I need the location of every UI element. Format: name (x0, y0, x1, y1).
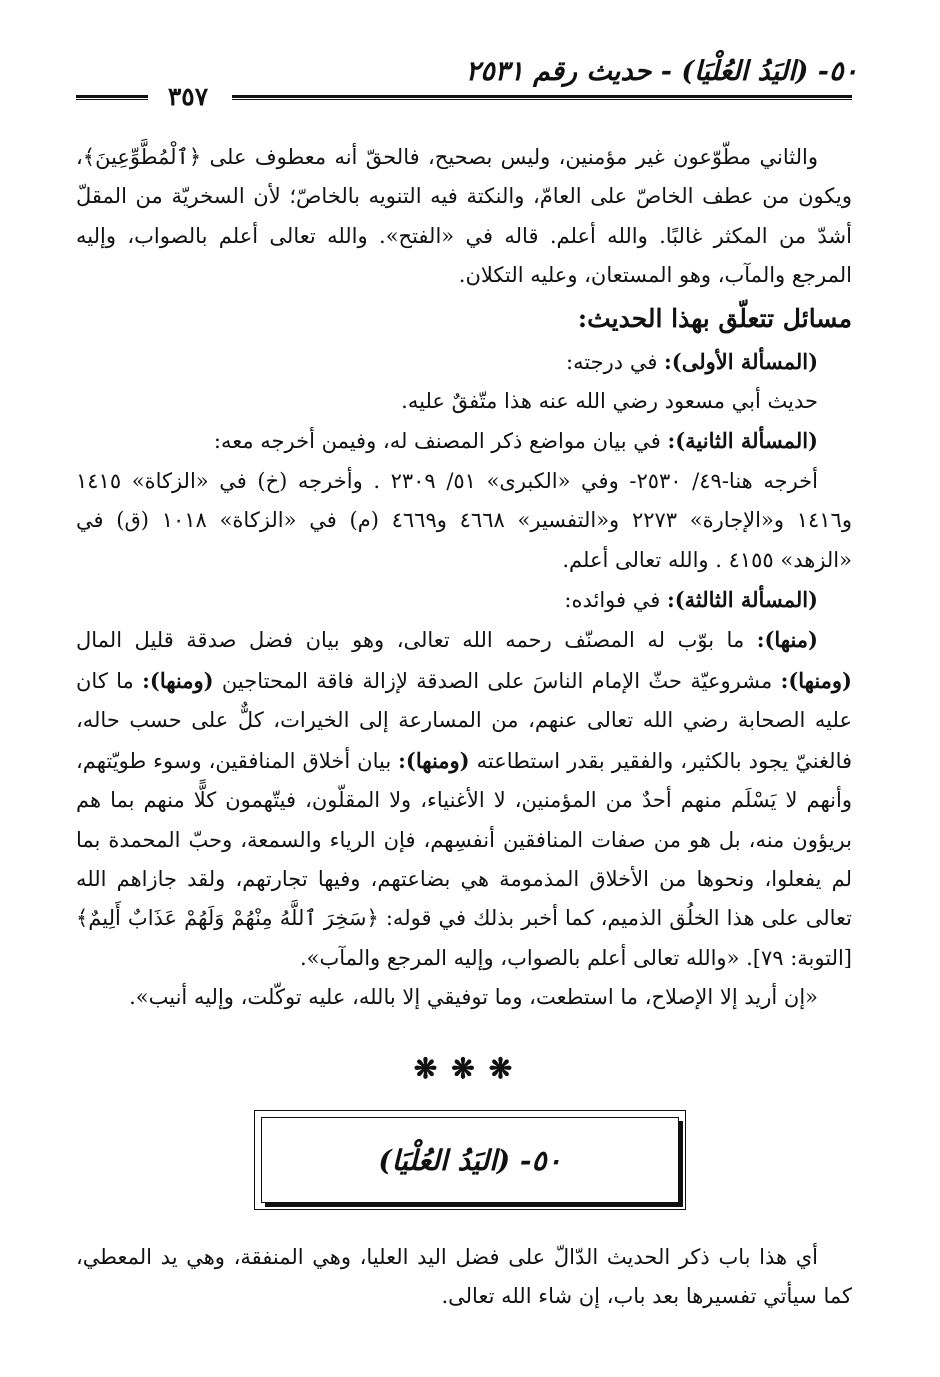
question-3 (76, 580, 852, 620)
question-3-title: في فوائده: (564, 588, 667, 613)
benefit-text: بيان أخلاق المنافقين، وسوء طويّتهم، وأنهم لا يَسْلَم منهم أحدٌ من المؤمنين، لا الأغنياء، ولا المقلّون، فيتّهمون كلًّا منهم بما هم بريؤون منه، بل هو من صفات المنافقين أنفسِهم، فإن الرياء والسمعة، وحبّ المحمدة بما لم يفعلوا، ونحوها من الأخلاق المذمومة هي بضاعتهم، وفيها تجارتهم، ولقد جازاهم الله تعالى على هذا الخلُق الذميم، كما أخبر بذلك في قوله: ﴿سَخِرَ ٱللَّهُ مِنْهُمْ وَلَهُمْ عَذَابٌ أَلِيمٌ﴾ [التوبة: ٧٩]. «والله تعالى أعلم بالصواب، وإليه المرجع والمآب». (76, 748, 852, 970)
chapter-title: ٥٠- (اليَدُ العُلْيَا) (261, 1117, 679, 1203)
header-rule (232, 95, 852, 100)
benefit-text: ما بوّب له المصنّف رحمه الله تعالى، وهو بيان فضل صدقة قليل المال (76, 628, 757, 653)
section-heading: مسائل تتعلّق بهذا الحديث: (577, 303, 852, 333)
benefit-text: ما كان عليه الصحابة رضي الله تعالى عنهم، من المسارعة إلى الخيرات، كلٌّ على حسب حاله، فالغنيّ يجود بالكثير، والفقير بقدر استطاعته (76, 668, 852, 773)
question-3-benefits (76, 620, 852, 978)
main-text (76, 138, 852, 1018)
section-separator: ❋❋❋ (413, 1052, 527, 1085)
benefit-label: (ومنها): (780, 667, 852, 693)
question-1-label: (المسألة الأولى): (664, 348, 818, 374)
chapter-intro: أي هذا باب ذكر الحديث الدّالّ على فضل اليد العليا، وهي المنفقة، وهي يد المعطي، كما سيأتي تفسيرها بعد باب، إن شاء الله تعالى. (76, 1245, 852, 1308)
closing-quote: «إن أريد إلا الإصلاح، ما استطعت، وما توفيقي إلا بالله، عليه توكّلت، وإليه أنيب». (129, 985, 818, 1010)
running-title: ٥٠- (اليَدُ العُلْيَا) - حديث رقم ٢٥٣١ (465, 56, 858, 87)
benefit-label: (ومنها): (142, 667, 214, 693)
question-2 (76, 421, 852, 461)
question-1 (76, 342, 852, 382)
chapter-title-box (254, 1110, 686, 1210)
question-2-body: أخرجه هنا-٤٩/ ٢٥٣٠- وفي «الكبرى» ٥١/ ٢٣٠٩ . وأخرجه (خ) في «الزكاة» ١٤١٥ و١٤١٦ و«الإجارة» ٢٢٧٣ و«التفسير» ٤٦٦٨ و٤٦٦٩ (م) في «الزكاة» ١٠١٨ (ق) في «الزهد» ٤١٥٥ . والله تعالى أعلم. (76, 468, 852, 572)
question-2-label: (المسألة الثانية): (667, 428, 818, 454)
header-rule-short (76, 95, 148, 100)
question-1-title: في درجته: (566, 349, 665, 374)
question-1-body: حديث أبي مسعود رضي الله عنه هذا متّفقٌ عليه. (401, 389, 818, 414)
paragraph-tafsir-conclusion: والثاني مطّوّعون غير مؤمنين، وليس بصحيح، فالحقّ أنه معطوف على ﴿ٱلْمُطَّوِّعِينَ﴾، ويكون من عطف الخاصّ على العامّ، والنكتة فيه التنويه بالخاصّ؛ لأن السخريّة من المقلّ أشدّ من المكثر غالبًا. والله أعلم. قاله في «الفتح». والله تعالى أعلم بالصواب، وإليه المرجع والمآب، وهو المستعان، وعليه التكلان. (76, 145, 852, 288)
question-3-label: (المسألة الثالثة): (666, 587, 818, 613)
benefit-text: مشروعيّة حثّ الإمام الناسَ على الصدقة لإزالة فاقة المحتاجين (213, 668, 781, 693)
question-2-title: في بيان مواضع ذكر المصنف له، وفيمن أخرجه معه: (213, 429, 668, 454)
benefit-label: (ومنها): (398, 747, 470, 773)
benefit-label: (منها): (756, 627, 818, 653)
page-number: ٣٥٧ (167, 82, 209, 111)
